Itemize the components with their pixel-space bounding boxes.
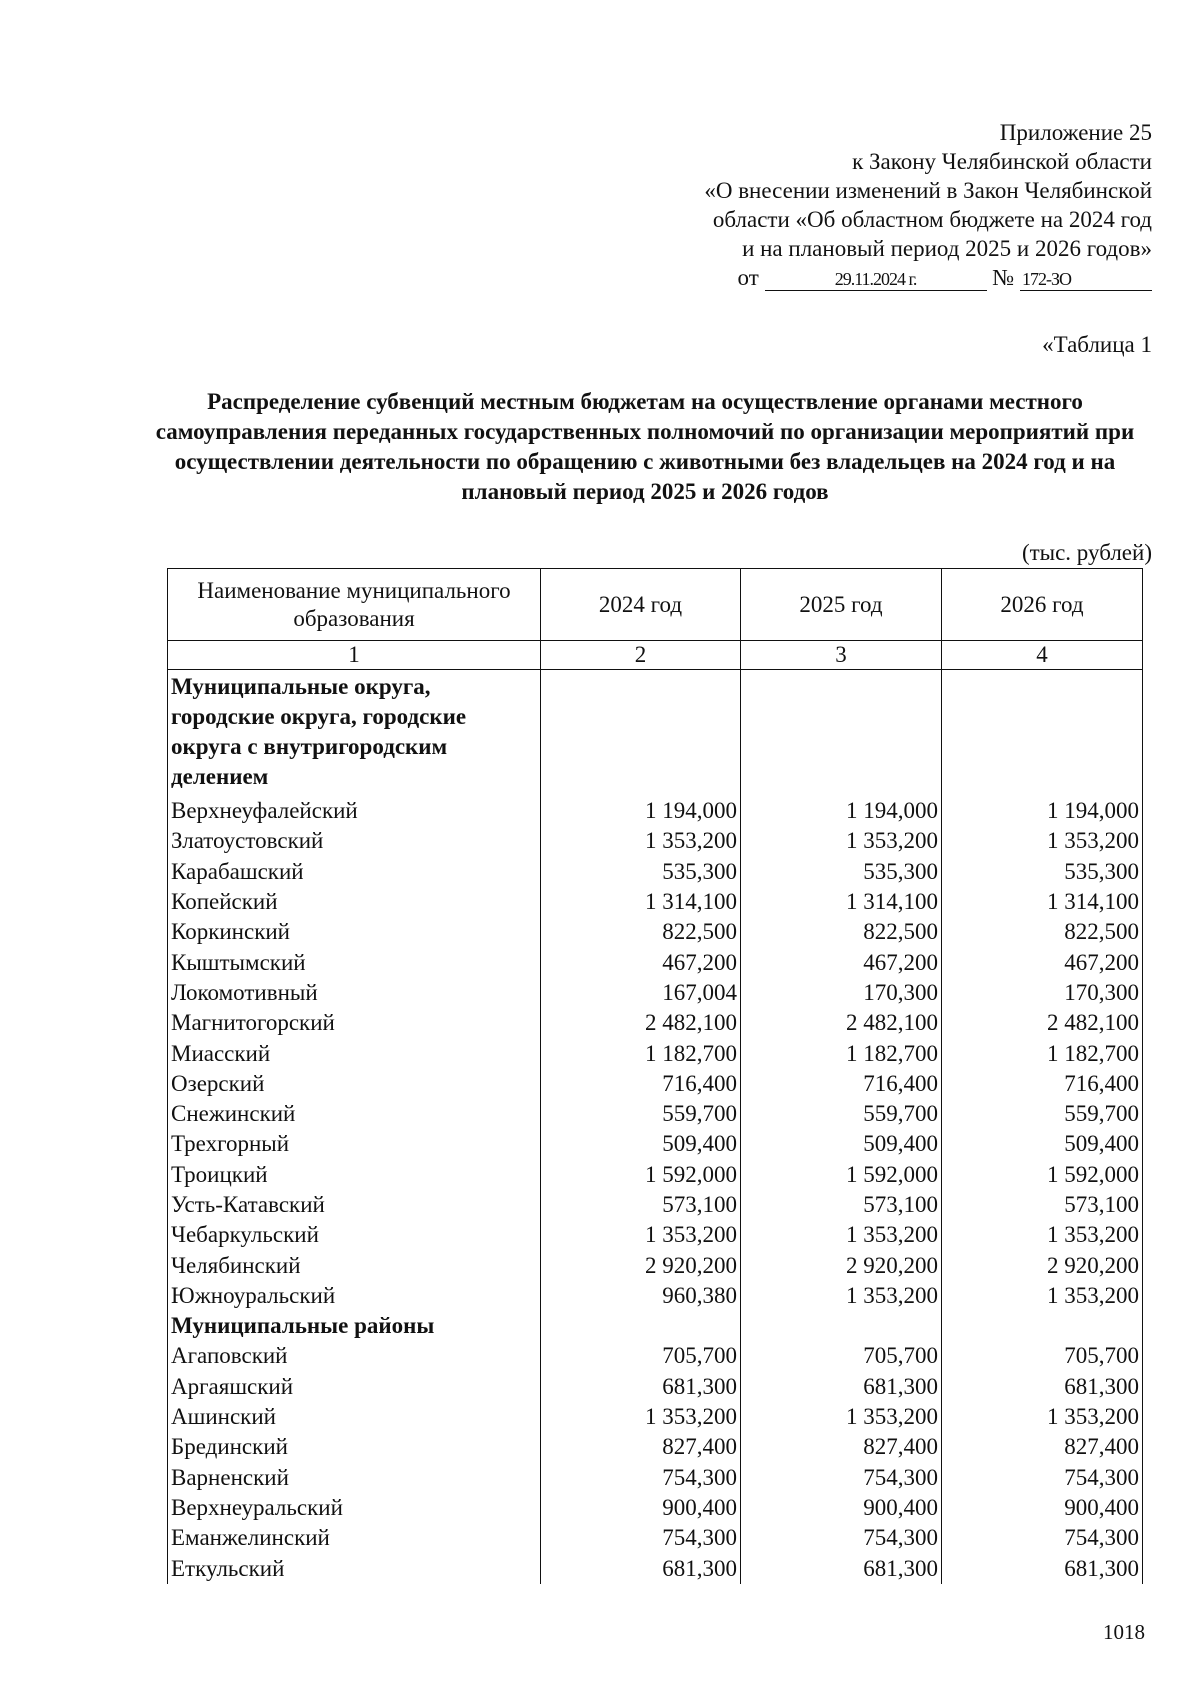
value-2025: 1 194,000 xyxy=(741,796,942,826)
value-2025: 1 592,000 xyxy=(741,1160,942,1190)
header-2026: 2026 год xyxy=(942,569,1143,641)
value-2024: 754,300 xyxy=(541,1523,741,1553)
value-2024: 2 920,200 xyxy=(541,1250,741,1280)
value-2024: 754,300 xyxy=(541,1463,741,1493)
subvention-table xyxy=(167,568,1143,1584)
value-2025: 1 353,200 xyxy=(741,1220,942,1250)
header-municipality: Наименование муниципального образования xyxy=(168,569,541,641)
section-row-urban-districts xyxy=(168,670,1143,797)
value-2025: 559,700 xyxy=(741,1099,942,1129)
municipality-name: Варненский xyxy=(168,1463,541,1493)
value-2025: 2 920,200 xyxy=(741,1250,942,1280)
value-2026: 2 920,200 xyxy=(942,1250,1143,1280)
value-2025: 754,300 xyxy=(741,1463,942,1493)
value-2024: 559,700 xyxy=(541,1099,741,1129)
table-row xyxy=(168,1553,1143,1583)
table-row xyxy=(168,1160,1143,1190)
value-2025: 1 314,100 xyxy=(741,887,942,917)
value-2024: 1 314,100 xyxy=(541,887,741,917)
annex-date-line xyxy=(592,263,1152,292)
value-2025: 1 353,200 xyxy=(741,1281,942,1311)
value-2026: 754,300 xyxy=(942,1523,1143,1553)
value-2024: 1 194,000 xyxy=(541,796,741,826)
column-number: 1 xyxy=(168,641,541,670)
table-row xyxy=(168,917,1143,947)
table-row xyxy=(168,1372,1143,1402)
value-2025: 573,100 xyxy=(741,1190,942,1220)
value-2024: 681,300 xyxy=(541,1372,741,1402)
municipality-name: Чебаркульский xyxy=(168,1220,541,1250)
table-row xyxy=(168,1250,1143,1280)
municipality-name: Еткульский xyxy=(168,1553,541,1583)
table-row xyxy=(168,1008,1143,1038)
value-2026: 1 353,200 xyxy=(942,826,1143,856)
municipality-name: Агаповский xyxy=(168,1341,541,1371)
table-row xyxy=(168,826,1143,856)
value-2024: 900,400 xyxy=(541,1493,741,1523)
document-title: Распределение субвенций местным бюджетам на осуществление органами местного самоуправления переданных государственных полномочий по организации мероприятий при осуществлении деятельности по обращению с животными без владельцев на 2024 год и на плановый период 2025 и 2026 годов xyxy=(155,389,1135,504)
law-number: 172-ЗО xyxy=(1020,268,1152,291)
value-2025: 822,500 xyxy=(741,917,942,947)
table-row xyxy=(168,978,1143,1008)
value-2024: 573,100 xyxy=(541,1190,741,1220)
municipality-name: Кыштымский xyxy=(168,947,541,977)
value-2024: 716,400 xyxy=(541,1069,741,1099)
value-2024: 1 592,000 xyxy=(541,1160,741,1190)
municipality-name: Коркинский xyxy=(168,917,541,947)
value-2025: 900,400 xyxy=(741,1493,942,1523)
table-label: «Таблица 1 xyxy=(1042,332,1152,357)
column-number: 2 xyxy=(541,641,741,670)
header-2025: 2025 год xyxy=(741,569,942,641)
value-2026: 716,400 xyxy=(942,1069,1143,1099)
table-row xyxy=(168,1220,1143,1250)
value-2024: 1 353,200 xyxy=(541,826,741,856)
table-row xyxy=(168,947,1143,977)
value-2025: 2 482,100 xyxy=(741,1008,942,1038)
value-2025: 681,300 xyxy=(741,1553,942,1583)
value-2024: 1 182,700 xyxy=(541,1038,741,1068)
municipality-name: Трехгорный xyxy=(168,1129,541,1159)
value-2025: 681,300 xyxy=(741,1372,942,1402)
value-2026: 754,300 xyxy=(942,1463,1143,1493)
municipality-name: Снежинский xyxy=(168,1099,541,1129)
value-2024: 535,300 xyxy=(541,857,741,887)
municipality-name: Карабашский xyxy=(168,857,541,887)
value-2026: 681,300 xyxy=(942,1372,1143,1402)
value-2025: 1 353,200 xyxy=(741,1402,942,1432)
value-2026: 170,300 xyxy=(942,978,1143,1008)
municipality-name: Южноуральский xyxy=(168,1281,541,1311)
table-row xyxy=(168,1129,1143,1159)
table-row xyxy=(168,1493,1143,1523)
value-2024: 1 353,200 xyxy=(541,1220,741,1250)
table-row xyxy=(168,796,1143,826)
value-2026: 535,300 xyxy=(942,857,1143,887)
value-2025: 535,300 xyxy=(741,857,942,887)
municipality-name: Локомотивный xyxy=(168,978,541,1008)
municipality-name: Еманжелинский xyxy=(168,1523,541,1553)
table-row xyxy=(168,1038,1143,1068)
value-2024: 167,004 xyxy=(541,978,741,1008)
value-2026: 1 592,000 xyxy=(942,1160,1143,1190)
value-2026: 681,300 xyxy=(942,1553,1143,1583)
column-number-row xyxy=(168,641,1143,670)
value-2025: 827,400 xyxy=(741,1432,942,1462)
value-2026: 559,700 xyxy=(942,1099,1143,1129)
municipality-name: Верхнеуфалейский xyxy=(168,796,541,826)
from-label: от xyxy=(737,265,759,290)
municipality-name: Брединский xyxy=(168,1432,541,1462)
value-2026: 822,500 xyxy=(942,917,1143,947)
table-row xyxy=(168,1069,1143,1099)
value-2026: 827,400 xyxy=(942,1432,1143,1462)
value-2025: 1 353,200 xyxy=(741,826,942,856)
value-2024: 1 353,200 xyxy=(541,1402,741,1432)
table-row xyxy=(168,1190,1143,1220)
value-2026: 705,700 xyxy=(942,1341,1143,1371)
municipality-name: Верхнеуральский xyxy=(168,1493,541,1523)
value-2025: 716,400 xyxy=(741,1069,942,1099)
units-label: (тыс. рублей) xyxy=(1021,540,1152,565)
value-2024: 822,500 xyxy=(541,917,741,947)
municipality-name: Миасский xyxy=(168,1038,541,1068)
table-row xyxy=(168,1341,1143,1371)
value-2025: 509,400 xyxy=(741,1129,942,1159)
municipality-name: Аргаяшский xyxy=(168,1372,541,1402)
value-2024: 705,700 xyxy=(541,1341,741,1371)
municipality-name: Ашинский xyxy=(168,1402,541,1432)
number-label: № xyxy=(992,265,1015,290)
municipality-name: Озерский xyxy=(168,1069,541,1099)
value-2026: 1 353,200 xyxy=(942,1402,1143,1432)
law-date: 29.11.2024 г. xyxy=(765,268,987,291)
value-2024: 509,400 xyxy=(541,1129,741,1159)
header-2024: 2024 год xyxy=(541,569,741,641)
table-row xyxy=(168,887,1143,917)
column-number: 4 xyxy=(942,641,1143,670)
table-row xyxy=(168,857,1143,887)
value-2026: 467,200 xyxy=(942,947,1143,977)
column-number: 3 xyxy=(741,641,942,670)
table-row xyxy=(168,1281,1143,1311)
section-title: Муниципальные районы xyxy=(168,1311,541,1341)
table-row xyxy=(168,1432,1143,1462)
value-2025: 467,200 xyxy=(741,947,942,977)
value-2026: 1 194,000 xyxy=(942,796,1143,826)
municipality-name: Троицкий xyxy=(168,1160,541,1190)
annex-line-5: и на плановый период 2025 и 2026 годов» xyxy=(742,236,1152,261)
value-2025: 1 182,700 xyxy=(741,1038,942,1068)
table-row xyxy=(168,1099,1143,1129)
value-2026: 900,400 xyxy=(942,1493,1143,1523)
value-2025: 754,300 xyxy=(741,1523,942,1553)
value-2026: 1 314,100 xyxy=(942,887,1143,917)
value-2025: 170,300 xyxy=(741,978,942,1008)
table-row xyxy=(168,1402,1143,1432)
value-2026: 1 353,200 xyxy=(942,1281,1143,1311)
value-2024: 960,380 xyxy=(541,1281,741,1311)
header-row xyxy=(168,569,1143,641)
value-2024: 681,300 xyxy=(541,1553,741,1583)
annex-line-3: «О внесении изменений в Закон Челябинской xyxy=(704,178,1152,203)
municipality-name: Магнитогорский xyxy=(168,1008,541,1038)
section-row-municipal-districts xyxy=(168,1311,1143,1341)
value-2026: 573,100 xyxy=(942,1190,1143,1220)
value-2026: 1 182,700 xyxy=(942,1038,1143,1068)
municipality-name: Челябинский xyxy=(168,1250,541,1280)
annex-line-1: Приложение 25 xyxy=(999,120,1152,145)
table-row xyxy=(168,1463,1143,1493)
page-number: 1018 xyxy=(1103,1620,1145,1644)
value-2024: 827,400 xyxy=(541,1432,741,1462)
municipality-name: Усть-Катавский xyxy=(168,1190,541,1220)
annex-header xyxy=(592,118,1152,292)
value-2026: 509,400 xyxy=(942,1129,1143,1159)
value-2024: 2 482,100 xyxy=(541,1008,741,1038)
value-2025: 705,700 xyxy=(741,1341,942,1371)
value-2026: 2 482,100 xyxy=(942,1008,1143,1038)
section-title: Муниципальные округа, городские округа, городские округа с внутригородским делением xyxy=(168,670,541,797)
annex-line-2: к Закону Челябинской области xyxy=(852,149,1152,174)
value-2026: 1 353,200 xyxy=(942,1220,1143,1250)
municipality-name: Копейский xyxy=(168,887,541,917)
value-2024: 467,200 xyxy=(541,947,741,977)
table-row xyxy=(168,1523,1143,1553)
annex-line-4: области «Об областном бюджете на 2024 год xyxy=(712,207,1152,232)
municipality-name: Златоустовский xyxy=(168,826,541,856)
